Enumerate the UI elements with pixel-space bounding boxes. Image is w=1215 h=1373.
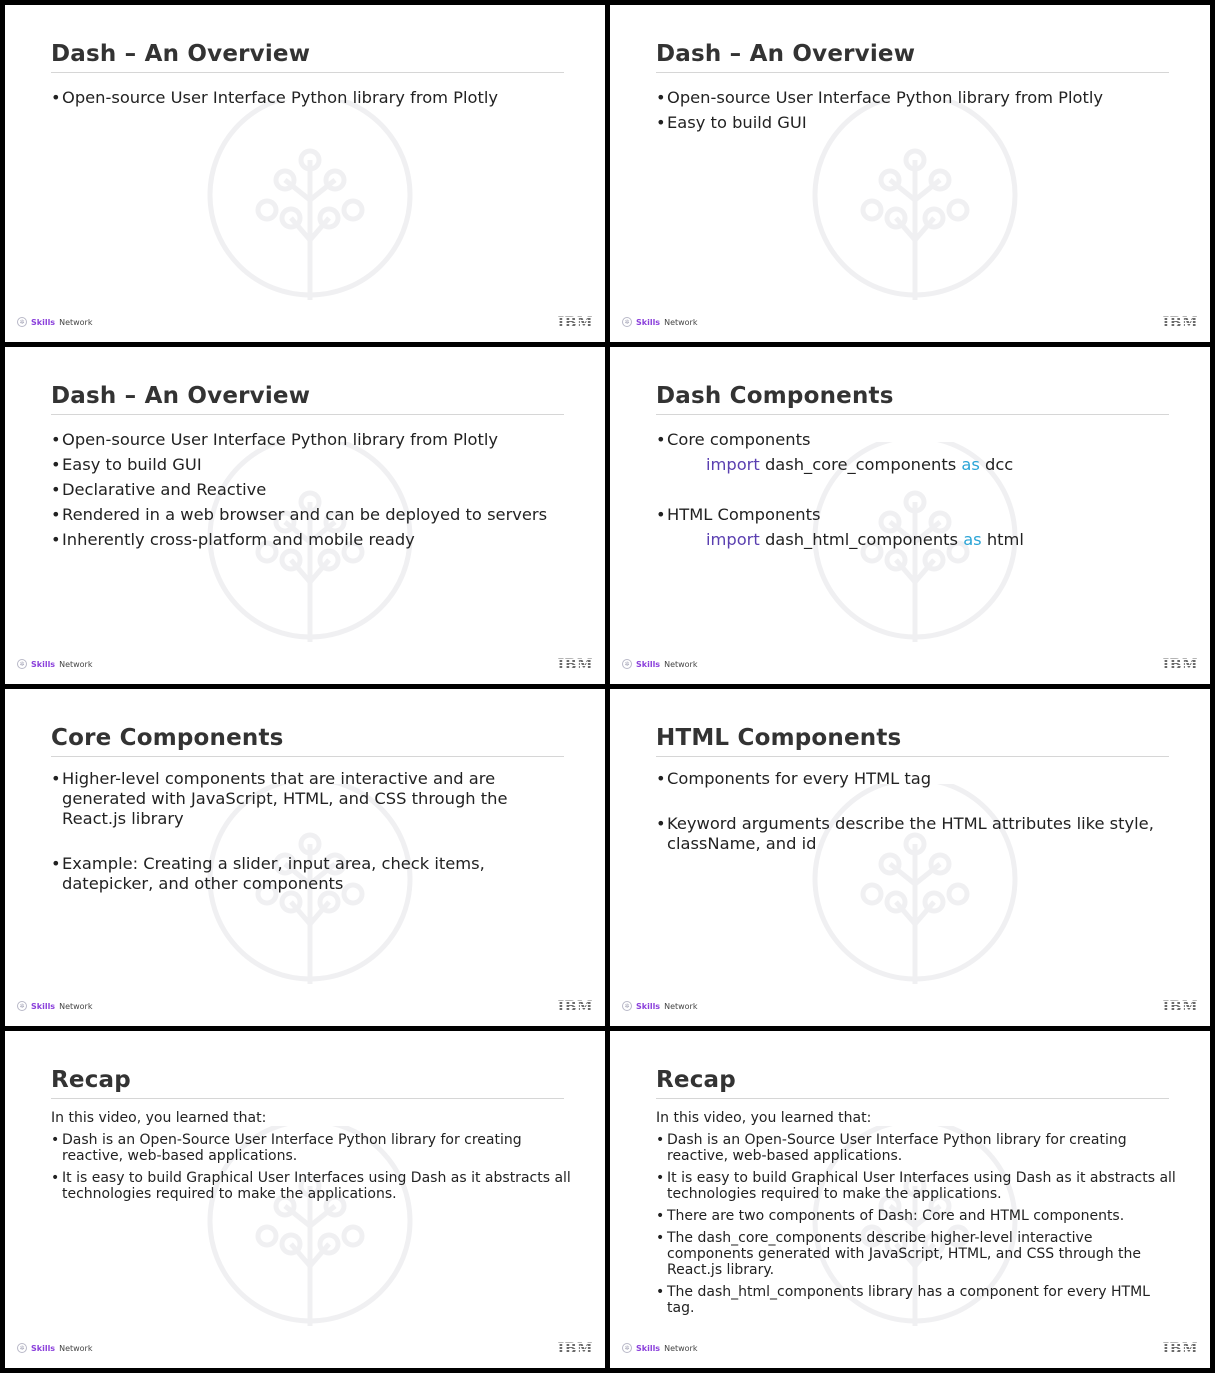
recap-intro: In this video, you learned that: [51, 1110, 267, 1126]
skills-network-logo: ✲ Skills Network [17, 316, 92, 328]
ibm-logo: IBM [1162, 1341, 1198, 1357]
slide-2[interactable] [610, 5, 1210, 342]
skills-network-logo: ✲ Skills Network [17, 1000, 92, 1012]
ibm-logo: IBM [1162, 315, 1198, 331]
bullet-item: • It is easy to build Graphical User Interfaces using Dash as it abstracts all technologies required to make the applications. [656, 1170, 1181, 1202]
skills-network-logo: ✲ Skills Network [17, 1342, 92, 1354]
bullet-item: • Easy to build GUI [51, 452, 571, 477]
code-line-core: import dash_core_components as dcc [706, 455, 1014, 474]
title-divider [656, 72, 1169, 73]
slide-body [656, 85, 1176, 135]
bullet-item: • Easy to build GUI [656, 110, 1176, 135]
code-line-html: import dash_html_components as html [706, 530, 1024, 549]
bullet-item: • Open-source User Interface Python library from Plotly [51, 427, 571, 452]
bullet-item: • Keyword arguments describe the HTML attributes like style, className, and id [656, 814, 1176, 854]
ibm-logo: IBM [1162, 657, 1198, 673]
bullet-item: • There are two components of Dash: Core and HTML components. [656, 1208, 1181, 1224]
bullet-item: • Higher-level components that are interactive and are generated with JavaScript, HTML, and CSS through the React.js library [51, 769, 571, 829]
slide-4[interactable] [610, 347, 1210, 684]
bullet-item: • Rendered in a web browser and can be deployed to servers [51, 502, 571, 527]
bullet-item: • HTML Components [656, 502, 1176, 527]
skills-network-logo: ✲ Skills Network [622, 316, 697, 328]
skills-network-icon: ✲ [17, 1343, 27, 1353]
bullet-item: • Open-source User Interface Python library from Plotly [51, 85, 571, 110]
slide-title: Dash – An Overview [51, 41, 311, 67]
bullet-item: • The dash_core_components describe higher-level interactive components generated with JavaScript, HTML, and CSS through the React.js library. [656, 1230, 1181, 1278]
slide-title: Recap [656, 1067, 736, 1093]
slide-body [656, 1110, 1181, 1322]
bullet-item: • Declarative and Reactive [51, 477, 571, 502]
ibm-logo: IBM [557, 315, 593, 331]
ibm-logo: IBM [557, 1341, 593, 1357]
slide-title: Dash – An Overview [656, 41, 916, 67]
bullet-item: • Components for every HTML tag [656, 769, 1176, 789]
slide-7[interactable] [5, 1031, 605, 1368]
skills-network-icon: ✲ [622, 317, 632, 327]
ibm-logo: IBM [557, 999, 593, 1015]
bullet-item: • It is easy to build Graphical User Interfaces using Dash as it abstracts all technologies required to make the applications. [51, 1170, 576, 1202]
skills-network-icon: ✲ [622, 659, 632, 669]
bullet-item: • Core components [656, 427, 1176, 452]
bullet-item: • Dash is an Open-Source User Interface Python library for creating reactive, web-based applications. [656, 1132, 1181, 1164]
bullet-item: • The dash_html_components library has a component for every HTML tag. [656, 1284, 1181, 1316]
slide-title: Dash – An Overview [51, 383, 311, 409]
bullet-item: • Inherently cross-platform and mobile ready [51, 527, 571, 552]
slide-3[interactable] [5, 347, 605, 684]
skills-network-icon: ✲ [17, 1001, 27, 1011]
tree-watermark-icon [185, 100, 435, 320]
title-divider [51, 414, 564, 415]
skills-network-icon: ✲ [622, 1001, 632, 1011]
skills-network-logo: ✲ Skills Network [622, 658, 697, 670]
slide-title: HTML Components [656, 725, 902, 751]
slide-8[interactable] [610, 1031, 1210, 1368]
skills-network-logo: ✲ Skills Network [622, 1000, 697, 1012]
bullet-item: • Dash is an Open-Source User Interface Python library for creating reactive, web-based applications. [51, 1132, 576, 1164]
slide-6[interactable] [610, 689, 1210, 1026]
slide-body [656, 769, 1176, 859]
slide-title: Core Components [51, 725, 284, 751]
recap-intro: In this video, you learned that: [656, 1110, 872, 1126]
skills-network-icon: ✲ [622, 1343, 632, 1353]
title-divider [51, 756, 564, 757]
skills-network-icon: ✲ [17, 659, 27, 669]
slide-title: Dash Components [656, 383, 894, 409]
slide-title: Recap [51, 1067, 131, 1093]
slide-body [51, 85, 571, 110]
slide-body [51, 1110, 576, 1208]
title-divider [656, 414, 1169, 415]
bullet-item: • Open-source User Interface Python library from Plotly [656, 85, 1176, 110]
title-divider [51, 72, 564, 73]
skills-network-logo: ✲ Skills Network [622, 1342, 697, 1354]
ibm-logo: IBM [557, 657, 593, 673]
title-divider [656, 1098, 1169, 1099]
slide-1[interactable] [5, 5, 605, 342]
title-divider [51, 1098, 564, 1099]
ibm-logo: IBM [1162, 999, 1198, 1015]
title-divider [656, 756, 1169, 757]
skills-network-icon: ✲ [17, 317, 27, 327]
bullet-item: • Example: Creating a slider, input area, check items, datepicker, and other components [51, 854, 571, 894]
slide-body [656, 427, 1176, 552]
skills-network-logo: ✲ Skills Network [17, 658, 92, 670]
slide-body [51, 769, 571, 899]
slide-5[interactable] [5, 689, 605, 1026]
slide-body [51, 427, 571, 552]
